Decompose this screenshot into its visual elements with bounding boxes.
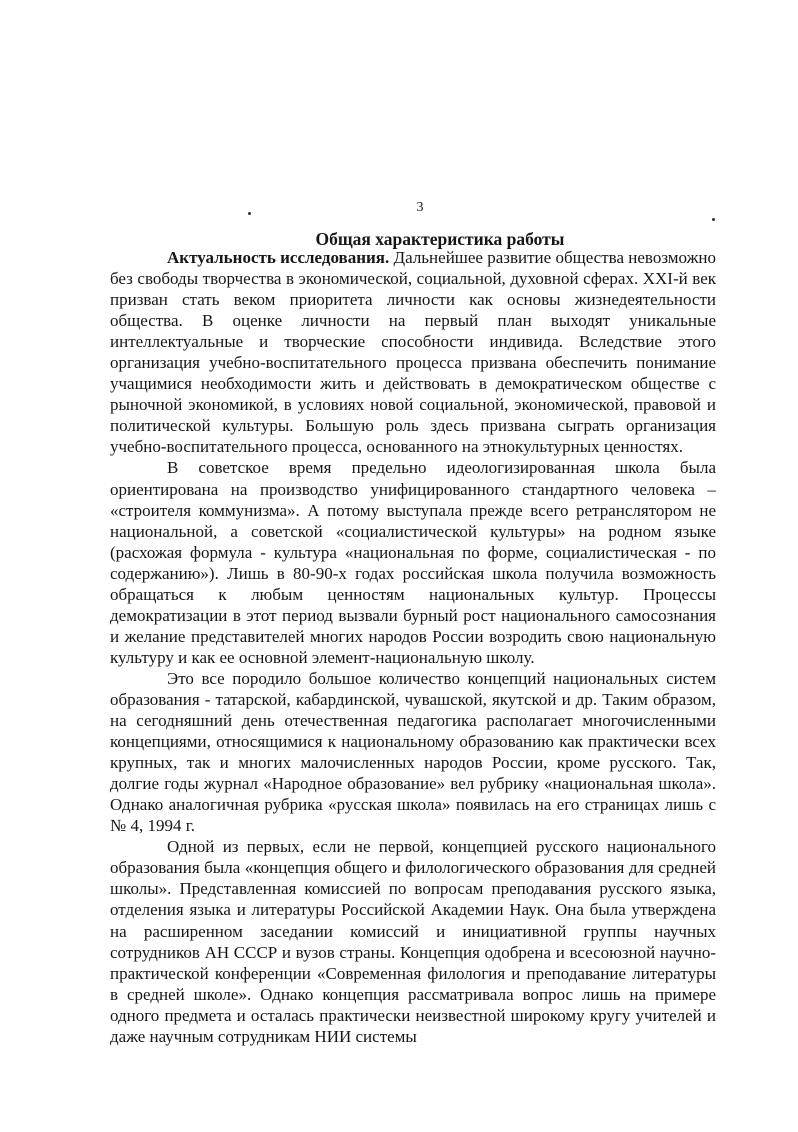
- paragraph-text: Одной из первых, если не первой, концепцией русского национального образования была «концепция общего и филологического образования для средней школы». Представленная комиссией по вопросам преподавания русского языка, отделения языка и литературы Российской Академии Наук. Она была утверждена на расширенном заседании комиссий и инициативной группы научных сотрудников АН СССР и вузов страны. Концепция одобрена и всесоюзной научно-практической конференции «Современная филология и преподавание литературы в средней школе». Однако концепция рассматривала вопрос лишь на примере одного предмета и осталась практически неизвестной широкому кругу учителей и даже научным сотрудникам НИИ системы: [110, 837, 716, 1046]
- paragraph-russian-concept: [110, 836, 716, 1046]
- scan-speck: [712, 218, 715, 221]
- paragraph-national-concepts: [110, 668, 716, 836]
- paragraph-soviet-school: [110, 457, 716, 667]
- scan-speck: [248, 212, 251, 215]
- section-title: Общая характеристика работы: [315, 229, 565, 249]
- body-text: [110, 247, 716, 1047]
- paragraph-lead: Актуальность исследования.: [167, 248, 390, 267]
- paragraph-relevance: [110, 247, 716, 457]
- paragraph-text: В советское время предельно идеологизированная школа была ориентирована на производство унифицированного стандартного человека – «строителя коммунизма». А потому выступала прежде всего ретранслятором не национальной, а советской «социалистической культуры» на родном языке (расхожая формула - культура «национальная по форме, социалистическая - по содержанию»). Лишь в 80-90-х годах российская школа получила возможность обращаться к любым ценностям национальных культур. Процессы демократизации в этот период вызвали бурный рост национального самосознания и желание представителей многих народов России возродить свою национальную культуру и как ее основной элемент-национальную школу.: [110, 458, 716, 667]
- paragraph-text: Это все породило большое количество концепций национальных систем образования - татарской, кабардинской, чувашской, якутской и др. Таким образом, на сегодняшний день отечественная педагогика располагает многочисленными концепциями, относящимися к национальному образованию как практически всех крупных, так и многих малочисленных народов России, кроме русского. Так, долгие годы журнал «Народное образование» вел рубрику «национальная школа». Однако аналогичная рубрика «русская школа» появилась на его страницах лишь с № 4, 1994 г.: [110, 668, 716, 836]
- page-number: 3: [416, 200, 424, 215]
- paragraph-text: Дальнейшее развитие общества невозможно без свободы творчества в экономической, социальной, духовной сферах. XXI-й век призван стать веком приоритета личности как основы жизнедеятельности общества. В оценке личности на первый план выходят уникальные интеллектуальные и творческие способности индивида. Вследствие этого организация учебно-воспитательного процесса призвана обеспечить понимание учащимися необходимости жить и действовать в демократическом обществе с рыночной экономикой, в условиях новой социальной, экономической, правовой и политической культуры. Большую роль здесь призвана сыграть организация учебно-воспитательного процесса, основанного на этнокультурных ценностях.: [110, 248, 716, 457]
